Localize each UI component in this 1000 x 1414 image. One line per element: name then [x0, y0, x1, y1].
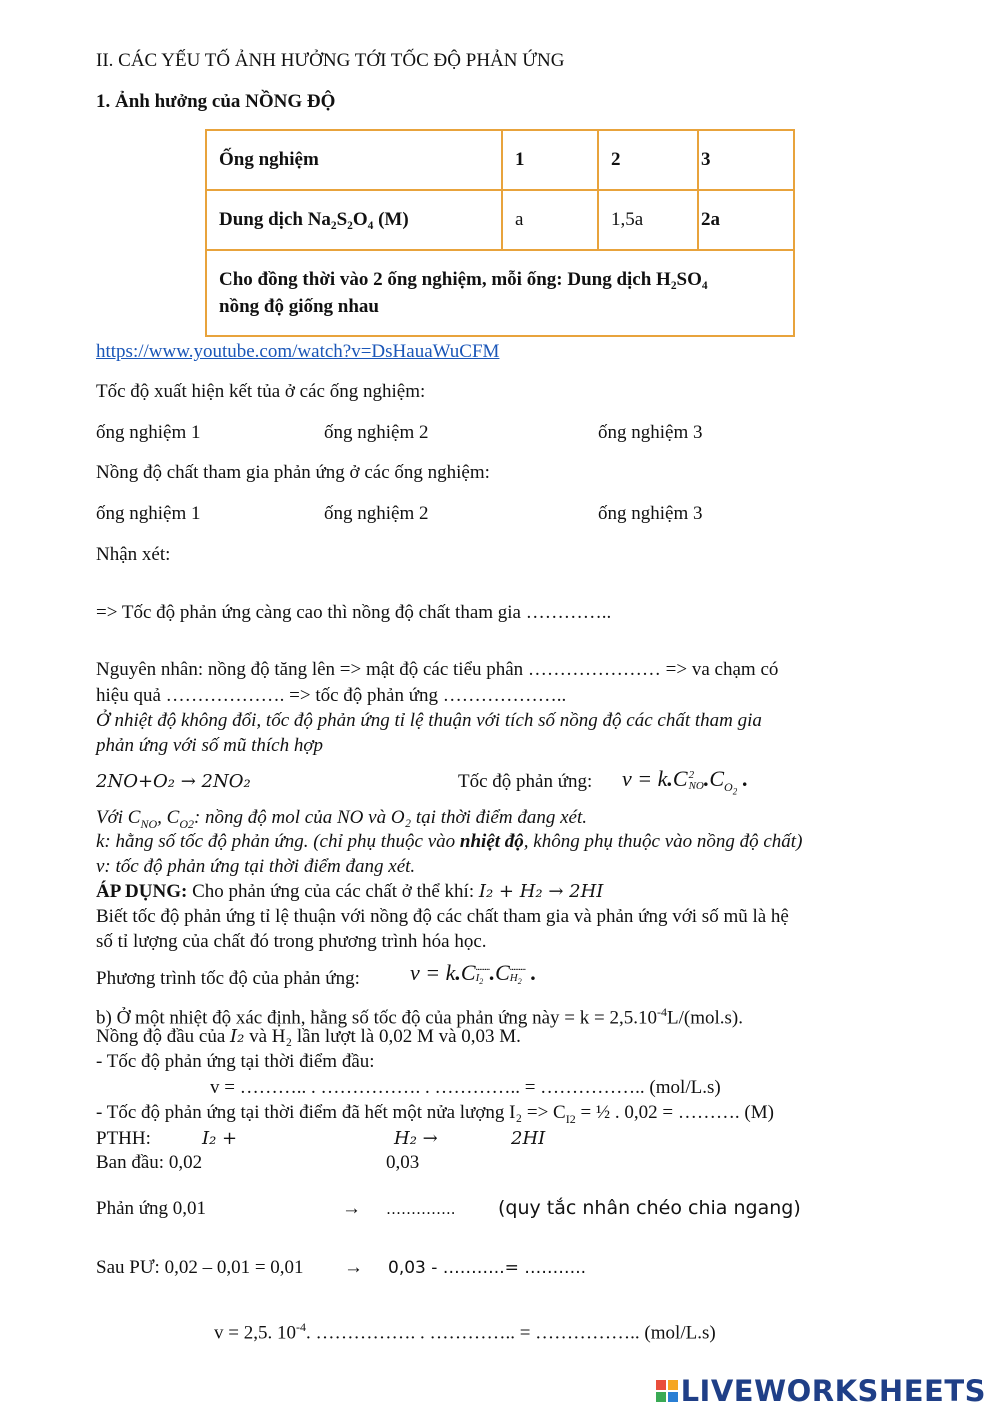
v-line: v: tốc độ phản ứng tại thời điểm đang xét. — [96, 856, 416, 877]
final-text-b: . ……………. . ………….. = …………….. (mol/L.s) — [305, 1322, 716, 1344]
table-cell: 2a — [698, 190, 794, 250]
tube-2-conc: ống nghiệm 2 — [324, 503, 429, 524]
half-text: - Tốc độ phản ứng tại thời điểm đã hết một nửa lượng I₂ => C — [96, 1102, 566, 1123]
init-rate-equation: v = ……….. . ……………. . ………….. = …………….. (mol/L.s) — [210, 1077, 721, 1098]
ptth-label: PTHH: — [96, 1128, 151, 1149]
table-row — [206, 190, 794, 250]
rate-eq-label: Phương trình tốc độ của phản ứng: — [96, 968, 360, 989]
react-arrow: → — [342, 1198, 361, 1219]
init-conc-b: và H₂ lần lượt là 0,02 M và 0,03 M. — [244, 1026, 521, 1047]
apply-equation: I₂ + H₂ → 2HI — [478, 881, 604, 902]
remark-label: Nhận xét: — [96, 544, 171, 565]
rate-label: Tốc độ phản ứng: — [458, 771, 593, 792]
react-label: Phản ứng 0,01 — [96, 1198, 207, 1219]
note-line-1: Cho đồng thời vào 2 ống nghiệm, mỗi ống: Dung dịch H₂SO₄ — [219, 269, 708, 290]
with-text: Với C — [96, 807, 141, 828]
brand-logo — [656, 1376, 986, 1406]
speed-question: Tốc độ xuất hiện kết tủa ở các ống nghiệm: — [96, 381, 426, 402]
table-cell: 1,5a — [598, 190, 698, 250]
apply-label: ÁP DỤNG: — [96, 881, 188, 902]
conclusion: => Tốc độ phản ứng càng cao thì nồng độ chất tham gia ………….. — [96, 602, 612, 623]
logo-icon — [656, 1380, 678, 1402]
react-dots: ………….. — [386, 1200, 456, 1218]
final-equation — [214, 1315, 716, 1345]
section-heading: II. CÁC YẾU TỐ ẢNH HƯỞNG TỚI TỐC ĐỘ PHẢN ỨNG — [96, 50, 565, 71]
tube-1-speed: ống nghiệm 1 — [96, 422, 201, 443]
after-label: Sau PƯ: 0,02 – 0,01 = 0,01 — [96, 1257, 304, 1278]
example-equation: 2NO+O₂ → 2NO₂ — [96, 771, 251, 792]
after-arrow: → — [344, 1257, 363, 1278]
table-row — [206, 250, 794, 336]
video-link[interactable]: https://www.youtube.com/watch?v=DsHauaWuCFM — [96, 341, 500, 362]
table-row — [206, 130, 794, 190]
init-conc-line: Nồng độ đầu của I₂ và H₂ lần lượt là 0,02 M và 0,03 M. — [96, 1026, 521, 1047]
final-text-a: v = 2,5. 10 — [214, 1322, 296, 1344]
table-cell: 1 — [502, 130, 598, 190]
ptth-h2: H₂ → — [394, 1128, 438, 1149]
k-text-bold: nhiệt độ — [459, 831, 524, 852]
k-text-b: , không phụ thuộc vào nồng độ chất) — [523, 831, 803, 852]
ptth-i2: I₂ + — [202, 1128, 238, 1149]
table-cell: 3 — [698, 130, 794, 190]
react-note: (quy tắc nhân chéo chia ngang) — [498, 1197, 801, 1219]
cause-line-2: hiệu quả ………………. => tốc độ phản ứng ……………….. — [96, 685, 567, 706]
tube-1-conc: ống nghiệm 1 — [96, 503, 201, 524]
start-label: Ban đầu: 0,02 — [96, 1152, 203, 1173]
tube-3-speed: ống nghiệm 3 — [598, 422, 703, 443]
ptth-hi: 2HI — [511, 1128, 546, 1149]
half-rest: = ½ . 0,02 = ………. (M) — [575, 1102, 774, 1123]
half-sub: I2 — [565, 1111, 576, 1126]
cause-line-1: Nguyên nhân: nồng độ tăng lên => mật độ các tiểu phân ………………… => va chạm có — [96, 659, 779, 680]
tube-3-conc: ống nghiệm 3 — [598, 503, 703, 524]
b-unit: L/(mol.s). — [667, 1007, 743, 1029]
table-cell: a — [502, 190, 598, 250]
k-text-a: k: hằng số tốc độ phản ứng. (chỉ phụ thuộc vào — [96, 831, 460, 852]
final-exponent: -4 — [295, 1320, 306, 1334]
rate-formula: v = k.C 2 NO $.C_{O_2}$ . — [622, 766, 749, 797]
apply-text: Cho phản ứng của các chất ở thể khí: — [187, 881, 479, 902]
concentration-table — [205, 129, 795, 337]
subsection-heading: 1. Ảnh hưởng của NỒNG ĐỘ — [96, 91, 336, 112]
with-line: Với $C_{NO}$, $C_{O2}$: nồng độ mol của NO và O₂ tại thời điểm đang xét. — [96, 807, 587, 831]
know-line-2: số tỉ lượng của chất đó trong phương trình hóa học. — [96, 931, 487, 952]
start-h2: 0,03 — [386, 1152, 420, 1173]
law-line-1: Ở nhiệt độ không đổi, tốc độ phản ứng tỉ lệ thuận với tích số nồng độ các chất tham gia — [96, 710, 762, 731]
rate-eq-formula: v = k.C ........ $I_2$ .C ......... $H_2$ . — [410, 960, 537, 987]
know-line-1: Biết tốc độ phản ứng tỉ lệ thuận với nồng độ các chất tham gia và phản ứng với số mũ là hệ — [96, 906, 789, 927]
law-line-2: phản ứng với số mũ thích hợp — [96, 735, 323, 756]
after-rest: 0,03 - ………..= ……….. — [388, 1258, 587, 1278]
init-rate-label: - Tốc độ phản ứng tại thời điểm đầu: — [96, 1051, 375, 1072]
table-cell: 2 — [598, 130, 698, 190]
apply-line — [96, 880, 603, 904]
tube-2-speed: ống nghiệm 2 — [324, 422, 429, 443]
b-exponent: -4 — [657, 1005, 667, 1019]
brand-name: LIVEWORKSHEETS — [680, 1374, 986, 1408]
note-line-2: nồng độ giống nhau — [219, 296, 379, 317]
conc-question: Nồng độ chất tham gia phản ứng ở các ống nghiệm: — [96, 462, 490, 483]
init-conc-a: Nồng độ đầu của — [96, 1026, 231, 1047]
b-text: b) Ở một nhiệt độ xác định, hằng số tốc độ của phản ứng này = k = 2,5.10 — [96, 1007, 657, 1029]
with-rest: : nồng độ mol của NO và O₂ tại thời điểm đang xét. — [193, 807, 587, 828]
table-cell: Dung dịch Na₂S₂O₄ (M) — [206, 190, 502, 250]
table-cell: Ống nghiệm — [206, 130, 502, 190]
table-cell-note — [206, 250, 794, 336]
k-line — [96, 830, 802, 854]
